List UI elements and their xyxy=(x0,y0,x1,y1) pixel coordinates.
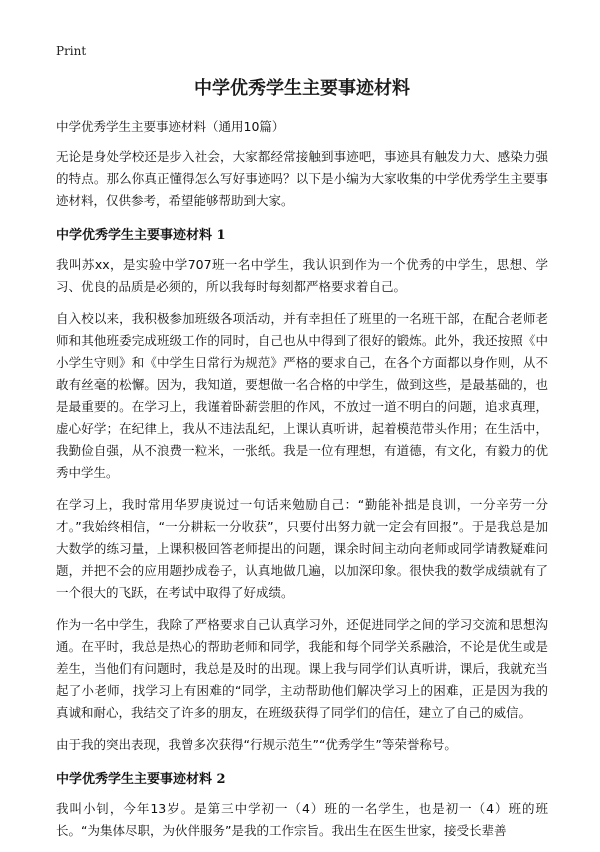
intro-paragraph: 无论是身处学校还是步入社会，大家都经常接触到事迹吧，事迹具有触发力大、感染力强的特点。那么你真正懂得怎么写好事迹吗？以下是小编为大家收集的中学优秀学生主要事迹材料，仅供参考，希望能够帮助到大家。 xyxy=(56,149,548,208)
document-page xyxy=(56,76,548,852)
section-heading-2: 中学优秀学生主要事迹材料 2 xyxy=(56,772,226,787)
paragraph: 在学习上，我时常用华罗庚说过一句话来勉励自己：“勤能补拙是良训，一分辛劳一分才。”我始终相信，“一分耕耘一分收获”，只要付出努力就一定会有回报”。于是我总是加大数学的练习量，上课积极回答老师提出的问题，课余时间主动向老师或同学请教疑难问题，并把不会的应用题抄成卷子，认真地做几遍，以加深印象。很快我的数学成绩就有了一个很大的飞跃，在考试中取得了好成绩。 xyxy=(56,497,548,600)
paragraph: 我叫小钊，今年13岁。是第三中学初一（4）班的一名学生，也是初一（4）班的班长。“为集体尽职，为伙伴服务”是我的工作宗旨。我出生在医生世家，接受长辈善 xyxy=(56,801,548,838)
document-subtitle: 中学优秀学生主要事迹材料（通用10篇） xyxy=(56,119,285,134)
paragraph: 自入校以来，我积极参加班级各项活动，并有幸担任了班里的一名班干部，在配合老师老师和其他班委完成班级工作的同时，自己也从中得到了很好的锻炼。此外，我还按照《中小学生守则》和《中学生日常行为规范》严格的要求自己，在各个方面都以身作则，从不敢有丝毫的松懈。因为，我知道，要想做一名合格的中学生，做到这些，是最基础的，也是最重要的。在学习上，我谨着卧薪尝胆的作风，不放过一道不明白的问题，追求真理，虚心好学；在纪律上，我从不违法乱纪，上课认真听讲，起着模范带头作用；在生活中，我勤俭自强，从不浪费一粒米，一张纸。我是一位有理想，有道德，有文化，有毅力的优秀中学生。 xyxy=(56,311,548,480)
section-heading-1: 中学优秀学生主要事迹材料 1 xyxy=(56,228,226,243)
paragraph: 我叫苏xx，是实验中学707班一名中学生，我认识到作为一个优秀的中学生，思想、学习、优良的品质是必须的，所以我每时每刻都严格要求着自己。 xyxy=(56,257,548,294)
paragraph: 作为一名中学生，我除了严格要求自己认真学习外，还促进同学之间的学习交流和思想沟通。在平时，我总是热心的帮助老师和同学，我能和每个同学关系融洽，不论是优生或是差生，当他们有问题时，我总是及时的出现。课上我与同学们认真听讲，课后，我就充当起了小老师，找学习上有困难的“同学，主动帮助他们解决学习上的困难，正是因为我的真诚和耐心，我结交了许多的朋友，在班级获得了同学们的信任，建立了自己的威信。 xyxy=(56,617,548,720)
document-title: 中学优秀学生主要事迹材料 xyxy=(194,78,410,99)
paragraph: 由于我的突出表现，我曾多次获得“行规示范生”“优秀学生”等荣誉称号。 xyxy=(56,737,457,752)
print-link[interactable]: Print xyxy=(56,44,87,58)
